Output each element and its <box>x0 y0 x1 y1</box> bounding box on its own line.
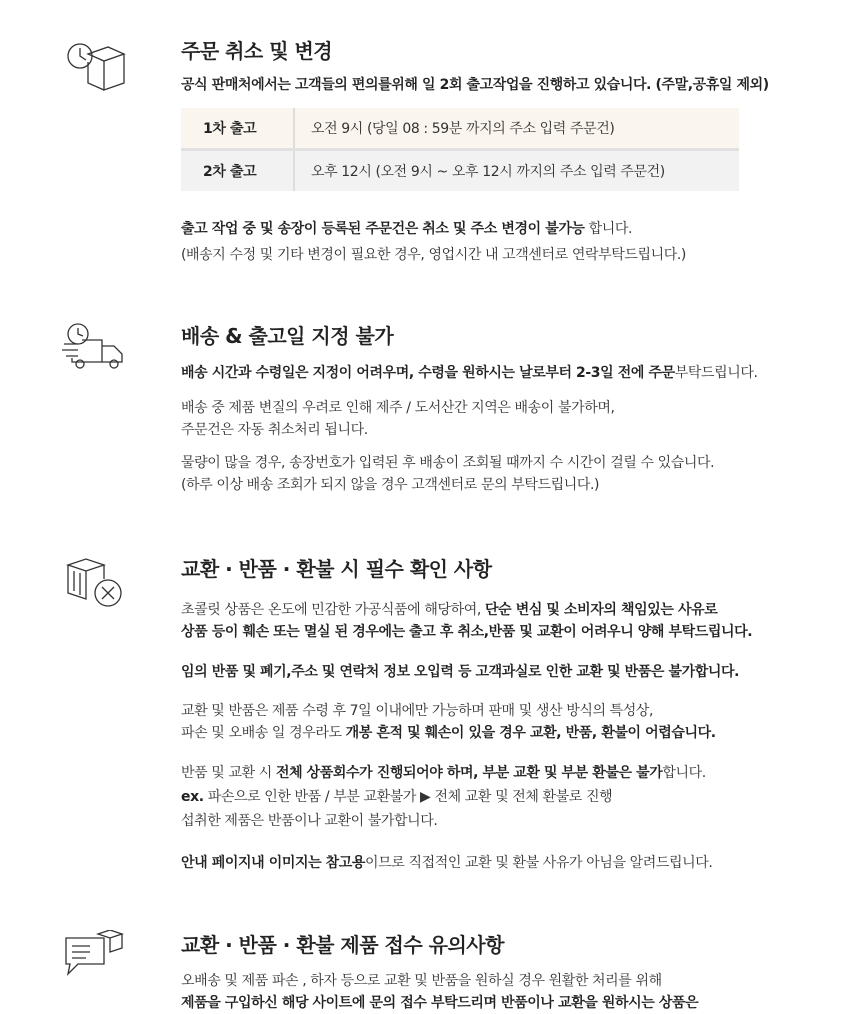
delivery-line-1 <box>181 362 836 384</box>
cancel-note-rest: 합니다. <box>584 221 633 237</box>
exchange-line-4c: 섭취한 제품은 반품이나 교환이 불가합니다. <box>181 813 438 829</box>
delivery-line-2b: 주문건은 자동 취소처리 됩니다. <box>181 422 368 438</box>
exchange-line-3b <box>181 722 836 744</box>
shipping-schedule-table <box>181 108 739 191</box>
receipt-line-2: 제품을 구입하신 해당 사이트에 문의 접수 부탁드리며 반품이나 교환을 원하시는 상품은 <box>181 995 699 1011</box>
receipt-line-1: 오배송 및 제품 파손 , 하자 등으로 교환 및 반품을 원하실 경우 원활한 처리를 위해 <box>181 973 662 989</box>
delivery-line-3a: 물량이 많을 경우, 송장번호가 입력된 후 배송이 조회될 때까지 수 시간이 걸릴 수 있습니다. <box>181 455 715 471</box>
exchange-line-1b: 상품 등이 훼손 또는 멸실 된 경우에는 출고 후 취소,반품 및 교환이 어려우니 양해 부탁드립니다. <box>181 624 753 640</box>
exchange-line-1a <box>181 599 836 621</box>
table-cell-value: 오후 12시 (오전 9시 ~ 오후 12시 까지의 주소 입력 주문건) <box>311 164 665 180</box>
cancel-note <box>181 218 836 240</box>
section-title: 교환 · 반품 · 환불 제품 접수 유의사항 <box>181 933 504 957</box>
section-title: 주문 취소 및 변경 <box>181 39 333 63</box>
table-row <box>181 151 739 191</box>
exchange-line-4b-bold: ex. <box>181 789 204 805</box>
delivery-line-2a: 배송 중 제품 변질의 우려로 인해 제주 / 도서산간 지역은 배송이 불가하며, <box>181 400 615 416</box>
exchange-line-4b <box>181 786 836 808</box>
delivery-line-1-bold: 배송 시간과 수령일은 지정이 어려우며, 수령을 원하시는 날로부터 2-3일 전에 주문 <box>181 365 675 381</box>
exchange-line-4a-bold: 전체 상품회수가 진행되어야 하며, 부분 교환 및 부분 환불은 불가 <box>275 765 663 781</box>
delivery-line-1-rest: 부탁드립니다. <box>674 365 758 381</box>
exchange-line-3b-bold: 개봉 흔적 및 훼손이 있을 경우 교환, 반품, 환불이 어렵습니다. <box>345 725 716 741</box>
table-row <box>181 108 739 148</box>
delivery-line-3b: (하루 이상 배송 조회가 되지 않을 경우 고객센터로 문의 부탁드립니다.) <box>181 477 600 493</box>
message-box-icon <box>58 930 128 990</box>
clock-box-icon <box>58 38 128 98</box>
exchange-line-4b-rest: 파손으로 인한 반품 / 부분 교환불가 ▶ 전체 교환 및 전체 환불로 진행 <box>203 789 613 805</box>
box-cancel-icon <box>58 553 128 613</box>
section-title: 교환 · 반품 · 환불 시 필수 확인 사항 <box>181 557 492 581</box>
exchange-line-5-bold: 안내 페이지내 이미지는 참고용 <box>181 855 366 871</box>
table-cell-label: 1차 출고 <box>203 121 257 137</box>
exchange-line-1a-normal: 초콜릿 상품은 온도에 민감한 가공식품에 해당하여, <box>181 602 485 618</box>
exchange-line-1a-bold: 단순 변심 및 소비자의 책임있는 사유로 <box>484 602 718 618</box>
table-cell-value: 오전 9시 (당일 08 : 59분 까지의 주소 입력 주문건) <box>311 121 615 137</box>
exchange-line-5 <box>181 852 836 874</box>
cancel-note-bold: 출고 작업 중 및 송장이 등록된 주문건은 취소 및 주소 변경이 불가능 <box>181 221 585 237</box>
exchange-line-4a-n2: 합니다. <box>662 765 706 781</box>
section-subtitle: 공식 판매처에서는 고객들의 편의를위해 일 2회 출고작업을 진행하고 있습니다. (주말,공휴일 제외) <box>181 77 769 93</box>
exchange-line-3b-normal: 파손 및 오배송 일 경우라도 <box>181 725 346 741</box>
exchange-line-2: 임의 반품 및 폐기,주소 및 연락처 정보 오입력 등 고객과실로 인한 교환 및 반품은 불가합니다. <box>181 664 740 680</box>
table-cell-label: 2차 출고 <box>203 164 257 180</box>
section-title: 배송 & 출고일 지정 불가 <box>181 324 394 348</box>
exchange-line-5-rest: 이므로 직접적인 교환 및 환불 사유가 아님을 알려드립니다. <box>365 855 713 871</box>
cancel-note-2: (배송지 수정 및 기타 변경이 필요한 경우, 영업시간 내 고객센터로 연락부탁드립니다.) <box>181 247 686 263</box>
exchange-line-4a-n1: 반품 및 교환 시 <box>181 765 276 781</box>
delivery-truck-icon <box>58 318 128 378</box>
exchange-line-3a: 교환 및 반품은 제품 수령 후 7일 이내에만 가능하며 판매 및 생산 방식의 특성상, <box>181 703 654 719</box>
exchange-line-4a <box>181 762 836 784</box>
